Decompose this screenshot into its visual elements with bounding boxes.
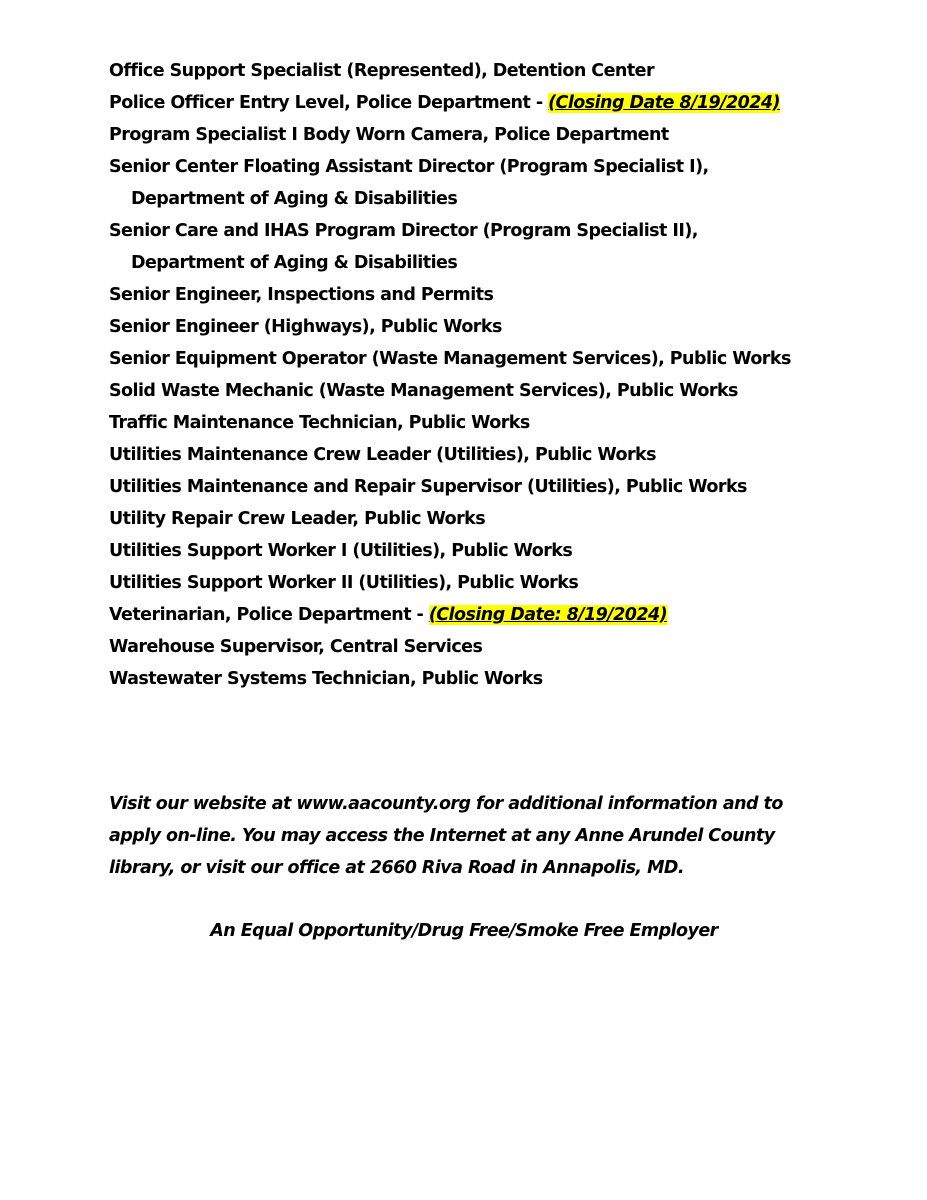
job-item	[109, 343, 809, 375]
job-title: Wastewater Systems Technician, Public Works	[109, 669, 543, 689]
job-item	[109, 663, 809, 695]
job-item	[109, 567, 809, 599]
job-title: Traffic Maintenance Technician, Public Works	[109, 413, 530, 433]
closing-date-highlight: (Closing Date 8/19/2024)	[548, 93, 780, 113]
job-item	[109, 311, 809, 343]
closing-date-highlight: (Closing Date: 8/19/2024)	[428, 605, 668, 625]
job-item	[109, 279, 809, 311]
job-item	[109, 215, 809, 279]
job-title: Warehouse Supervisor, Central Services	[109, 637, 483, 657]
job-title: Senior Care and IHAS Program Director (Program Specialist II), Department of Aging & Disabilities	[109, 221, 698, 273]
job-title: Senior Engineer, Inspections and Permits	[109, 285, 494, 305]
job-title: Senior Equipment Operator (Waste Management Services), Public Works	[109, 349, 791, 369]
job-title: Veterinarian, Police Department -	[109, 605, 429, 625]
job-item	[109, 151, 809, 215]
job-title: Utility Repair Crew Leader, Public Works	[109, 509, 486, 529]
job-item	[109, 87, 809, 119]
job-title: Office Support Specialist (Represented), Detention Center	[109, 61, 655, 81]
job-item	[109, 535, 809, 567]
job-listing	[109, 55, 809, 695]
website-notice: Visit our website at www.aacounty.org for additional information and to apply on-line. You may access the Internet at any Anne Arundel County library, or visit our office at 2660 Riva Road in Annapolis, MD.	[109, 794, 783, 878]
job-item	[109, 599, 809, 631]
job-title: Utilities Support Worker I (Utilities), Public Works	[109, 541, 573, 561]
job-title: Program Specialist I Body Worn Camera, Police Department	[109, 125, 669, 145]
job-title: Senior Center Floating Assistant Director (Program Specialist I), Department of Aging & Disabilities	[109, 157, 709, 209]
job-item	[109, 471, 809, 503]
equal-opportunity-statement: An Equal Opportunity/Drug Free/Smoke Free Employer	[210, 921, 718, 941]
job-item	[109, 407, 809, 439]
job-item	[109, 119, 809, 151]
job-title: Utilities Maintenance Crew Leader (Utilities), Public Works	[109, 445, 657, 465]
job-item	[109, 439, 809, 471]
job-title: Senior Engineer (Highways), Public Works	[109, 317, 502, 337]
job-item	[109, 55, 809, 87]
job-title: Police Officer Entry Level, Police Department -	[109, 93, 549, 113]
job-title: Solid Waste Mechanic (Waste Management Services), Public Works	[109, 381, 738, 401]
job-title: Utilities Support Worker II (Utilities), Public Works	[109, 573, 579, 593]
job-title: Utilities Maintenance and Repair Supervisor (Utilities), Public Works	[109, 477, 747, 497]
job-item	[109, 503, 809, 535]
job-item	[109, 375, 809, 407]
job-item	[109, 631, 809, 663]
